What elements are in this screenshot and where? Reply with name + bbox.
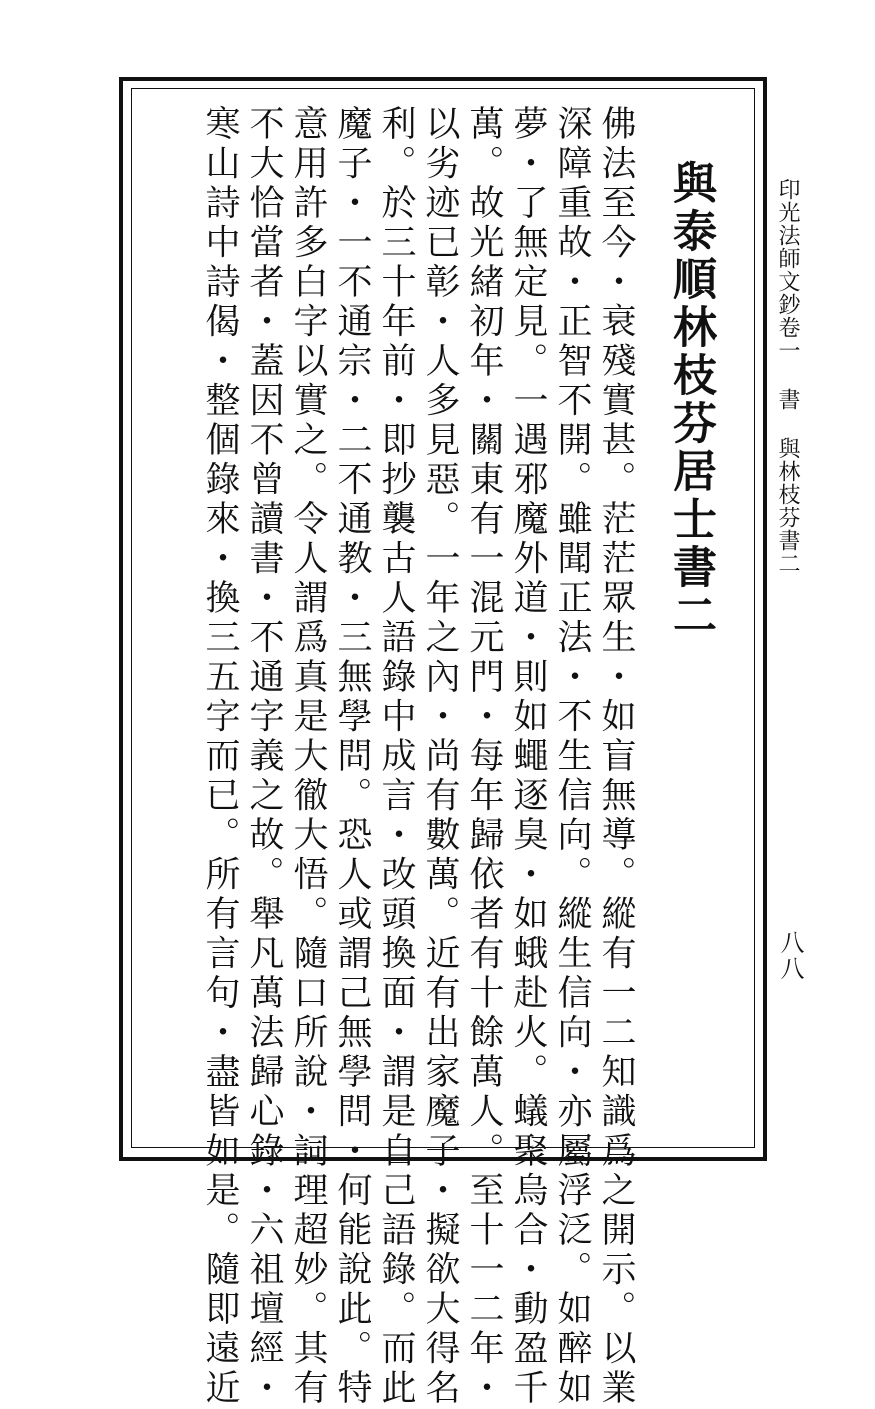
page-number: 八八 — [776, 930, 804, 982]
text-column-3: 夢・了無定見。一遇邪魔外道・則如蠅逐臭・如蛾赴火。蟻聚烏合・動盈千 — [508, 105, 548, 1409]
text-column-7: 魔子・一不通宗・二不通教・三無學問。恐人或謂己無學問・何能說此。特 — [332, 105, 372, 1409]
text-column-9: 不大恰當者・蓋因不曾讀書・不通字義之故。舉凡萬法歸心錄・六祖壇經・ — [244, 105, 284, 1409]
text-column-4: 萬。故光緒初年・關東有一混元門・每年歸依者有十餘萬人。至十一二年・ — [464, 105, 504, 1409]
text-column-10: 寒山詩中詩偈・整個錄來・換三五字而已。所有言句・盡皆如是。隨即遠近 — [200, 105, 240, 1409]
text-column-2: 深障重故・正智不開。雖聞正法・不生信向。縱生信向・亦屬浮泛。如醉如 — [552, 105, 592, 1409]
text-column-8: 意用許多白字以實之。令人謂爲真是大徹大悟。隨口所說・詞理超妙。其有 — [288, 105, 328, 1409]
header-chapter: 與林枝芬書二 — [775, 437, 800, 575]
text-column-1: 佛法至今・衰殘實甚。茫茫眾生・如盲無導。縱有一二知識爲之開示。以業 — [596, 105, 636, 1409]
letter-title: 與泰順林枝芬居士書二 — [665, 160, 716, 640]
header-section: 書 — [775, 388, 800, 411]
running-header — [776, 178, 798, 575]
text-column-5: 以劣迹已彰・人多見惡。一年之內・尚有數萬。近有出家魔子・擬欲大得名 — [420, 105, 460, 1409]
text-column-6: 利。於三十年前・即抄襲古人語錄中成言・改頭換面・謂是自己語錄。而此 — [376, 105, 416, 1409]
header-book-title: 印光法師文鈔卷一 — [775, 178, 800, 362]
